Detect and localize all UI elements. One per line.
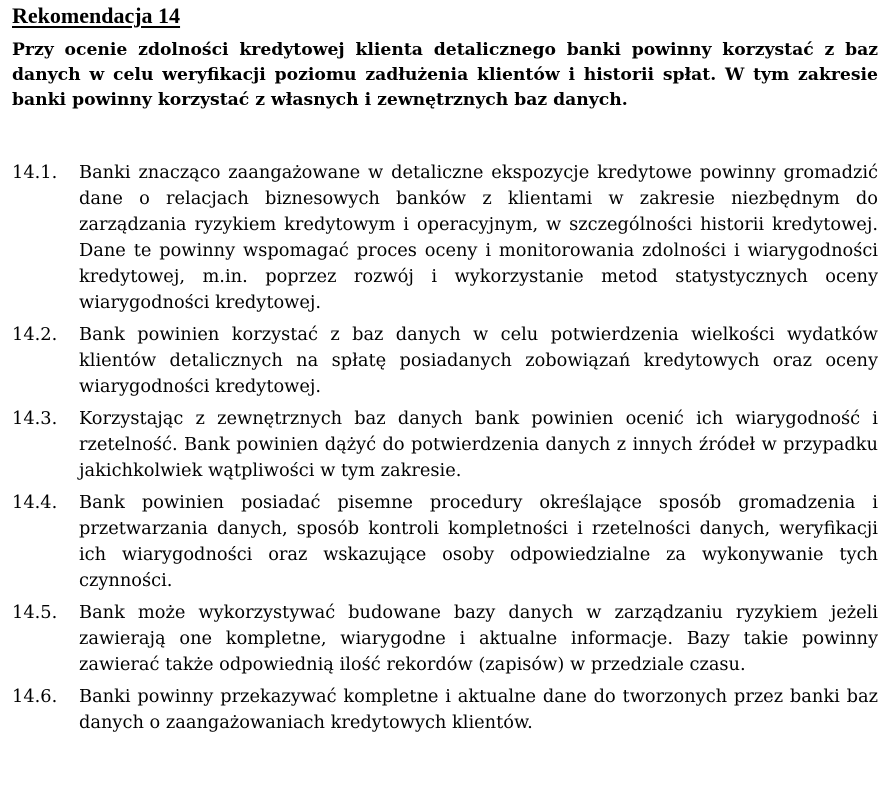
document-page — [12, 2, 878, 742]
list-item-14-5 — [12, 600, 878, 678]
list-item-number: 14.2. — [12, 324, 58, 345]
recommendation-intro: Przy ocenie zdolności kredytowej klienta detalicznego banki powinny korzystać z baz danych w celu weryfikacji poziomu zadłużenia klientów i historii spłat. W tym zakresie banki powinny korzystać z własnych i zewnętrznych baz danych. — [12, 40, 878, 110]
list-item-14-3 — [12, 406, 878, 484]
list-item-number: 14.4. — [12, 492, 58, 513]
list-item-14-6 — [12, 684, 878, 736]
list-item-14-1 — [12, 160, 878, 316]
list-item-number: 14.5. — [12, 602, 58, 623]
list-item-text: Korzystając z zewnętrznych baz danych bank powinien ocenić ich wiarygodność i rzetelność. Bank powinien dążyć do potwierdzenia danych z innych źródeł w przypadku jakichkolwiek wątpliwości w tym zakresie. — [79, 408, 878, 481]
list-item-text: Banki znacząco zaangażowane w detaliczne ekspozycje kredytowe powinny gromadzić dane o relacjach biznesowych banków z klientami w zakresie niezbędnym do zarządzania ryzykiem kredytowym i operacyjnym, w szczególności historii kredytowej. Dane te powinny wspomagać proces oceny i monitorowania zdolności i wiarygodności kredytowej, m.in. poprzez rozwój i wykorzystanie metod statystycznych oceny wiarygodności kredytowej. — [79, 162, 878, 313]
list-item-text: Bank powinien korzystać z baz danych w celu potwierdzenia wielkości wydatków klientów detalicznych na spłatę posiadanych zobowiązań kredytowych oraz oceny wiarygodności kredytowej. — [79, 324, 878, 397]
recommendation-heading: Rekomendacja 14 — [12, 3, 181, 28]
list-item-text: Banki powinny przekazywać kompletne i aktualne dane do tworzonych przez banki baz danych o zaangażowaniach kredytowych klientów. — [79, 686, 878, 733]
list-item-14-2 — [12, 322, 878, 400]
recommendation-list — [12, 160, 878, 736]
list-item-number: 14.6. — [12, 686, 58, 707]
list-item-text: Bank może wykorzystywać budowane bazy danych w zarządzaniu ryzykiem jeżeli zawierają one kompletne, wiarygodne i aktualne informacje. Bazy takie powinny zawierać także odpowiednią ilość rekordów (zapisów) w przedziale czasu. — [79, 602, 878, 675]
list-item-number: 14.1. — [12, 162, 58, 183]
list-item-number: 14.3. — [12, 408, 58, 429]
list-item-text: Bank powinien posiadać pisemne procedury określające sposób gromadzenia i przetwarzania danych, sposób kontroli kompletności i rzetelności danych, weryfikacji ich wiarygodności oraz wskazujące osoby odpowiedzialne za wykonywanie tych czynności. — [79, 492, 878, 591]
list-item-14-4 — [12, 490, 878, 594]
